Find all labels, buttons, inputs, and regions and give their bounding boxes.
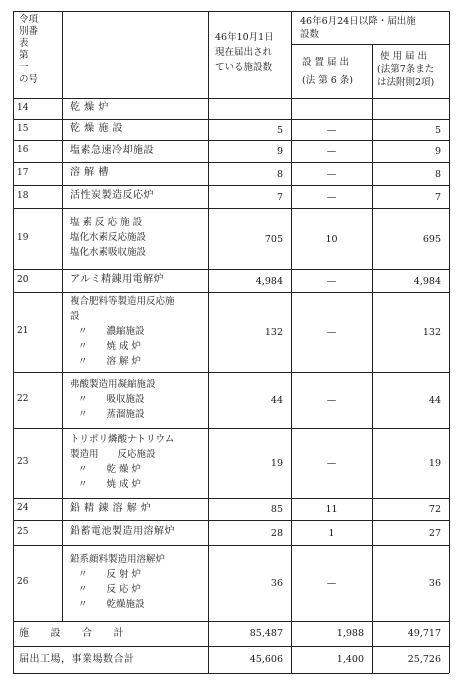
row-item-number: 26 bbox=[17, 577, 29, 587]
row-facility-name: 鉛 精 錬 溶 解 炉 bbox=[70, 502, 152, 514]
row-facility-name: 弗酸製造用凝縮施設 bbox=[70, 378, 156, 390]
row-facility-name: 活性炭製造反応炉 bbox=[70, 190, 154, 201]
row-facility-name: 〃 反 射 炉 bbox=[78, 569, 142, 580]
row-border bbox=[13, 119, 449, 120]
row-facility-name: 〃 蒸溜施設 bbox=[78, 408, 145, 420]
header-col1-line: 令項 bbox=[19, 14, 39, 25]
row-facility-name: 〃 焼 成 炉 bbox=[78, 340, 142, 352]
row-item-number: 19 bbox=[17, 232, 29, 243]
row-setup-value: — bbox=[326, 395, 337, 406]
row-use-value: 695 bbox=[422, 233, 441, 245]
row-item-number: 17 bbox=[17, 167, 29, 178]
row-count-value: 4,984 bbox=[255, 275, 283, 287]
row-border bbox=[13, 498, 449, 499]
row-facility-name: 設 bbox=[70, 310, 80, 322]
header-bottom-border bbox=[13, 98, 449, 99]
row-item-number: 20 bbox=[17, 274, 29, 285]
row-count-value: 705 bbox=[264, 233, 283, 245]
row-facility-name: 〃 吸収施設 bbox=[78, 393, 145, 405]
row-border bbox=[13, 621, 449, 622]
row-use-value: 8 bbox=[434, 168, 441, 180]
row-item-number: 15 bbox=[17, 123, 29, 134]
row-border bbox=[13, 140, 449, 141]
row-setup-value: 11 bbox=[325, 504, 338, 515]
row-count-value: 7 bbox=[276, 191, 283, 203]
row-border bbox=[13, 185, 449, 186]
row-item-number: 21 bbox=[17, 326, 29, 336]
header-col1-line: 一 bbox=[19, 62, 29, 73]
row-border bbox=[13, 428, 449, 429]
row-item-number: 14 bbox=[17, 102, 29, 113]
header-col1-line: 第 bbox=[19, 50, 29, 61]
row-setup-value: — bbox=[326, 275, 337, 287]
row-facility-name: アルミ精錬用電解炉 bbox=[70, 274, 165, 285]
row-border bbox=[13, 372, 449, 373]
row-item-number: 18 bbox=[17, 190, 29, 201]
row-use-value: 27 bbox=[428, 527, 441, 539]
row-facility-name: 塩素急速冷却施設 bbox=[70, 144, 154, 156]
row-setup-value: 1 bbox=[328, 527, 335, 539]
header-count-line1: 46年10月1日 bbox=[215, 32, 274, 43]
row-count-value: 9 bbox=[276, 146, 283, 157]
row-border bbox=[13, 162, 449, 163]
row-facility-name: 塩化水素反応施設 bbox=[70, 232, 147, 243]
row-use-value: 72 bbox=[428, 504, 441, 515]
total-row-border bbox=[13, 673, 449, 674]
col-name-divider bbox=[208, 11, 209, 673]
row-count-value: 44 bbox=[270, 395, 283, 406]
header-count-line3: ている施設数 bbox=[215, 62, 273, 73]
row-count-value: 132 bbox=[264, 327, 283, 338]
table-top-border bbox=[13, 11, 449, 12]
row-facility-name: 〃 溶 解 炉 bbox=[78, 355, 142, 367]
row-border bbox=[13, 208, 449, 209]
row-border bbox=[13, 269, 449, 270]
header-setup-line1: 設 置 届 出 bbox=[302, 57, 350, 68]
row-use-value: 36 bbox=[428, 578, 441, 589]
header-setup-line2: (法 第 6 条) bbox=[302, 75, 354, 86]
row-count-value: 28 bbox=[270, 527, 283, 539]
header-col1-line: の号 bbox=[19, 74, 39, 85]
row-facility-name: 複合肥料等製造用反応施 bbox=[70, 295, 175, 307]
row-count-value: 19 bbox=[270, 458, 283, 469]
row-use-value: 19 bbox=[428, 458, 441, 469]
header-group-line2: 設数 bbox=[300, 29, 320, 40]
row-facility-name: 〃 乾燥施設 bbox=[78, 599, 145, 610]
row-facility-name: 乾 燥 炉 bbox=[70, 102, 109, 113]
row-setup-value: — bbox=[326, 146, 337, 157]
row-facility-name: 〃 焼 成 炉 bbox=[78, 479, 142, 490]
header-count-line2: 現在届出され bbox=[215, 47, 273, 58]
row-setup-value: — bbox=[326, 191, 337, 203]
row-facility-name: 〃 乾 燥 炉 bbox=[78, 464, 142, 475]
row-border bbox=[13, 292, 449, 293]
row-use-value: 132 bbox=[422, 327, 441, 338]
col-no-divider bbox=[62, 11, 63, 621]
header-use-line3: は法附則2項) bbox=[377, 77, 435, 88]
row-facility-name: 鉛系顔料製造用溶解炉 bbox=[70, 554, 166, 565]
total-row-border bbox=[13, 646, 449, 647]
table-right-border bbox=[449, 11, 450, 673]
table-left-border bbox=[13, 11, 14, 673]
row-facility-name: 鉛蓄電池製造用溶解炉 bbox=[70, 526, 175, 537]
row-setup-value: — bbox=[326, 327, 337, 338]
row-setup-value: — bbox=[326, 578, 337, 589]
total-row-label: 施 設 合 計 bbox=[19, 627, 124, 639]
row-setup-value: 10 bbox=[325, 233, 338, 245]
row-use-value: 44 bbox=[428, 395, 441, 406]
row-border bbox=[13, 520, 449, 521]
row-facility-name: トリポリ燐酸ナトリウム bbox=[70, 434, 175, 445]
row-facility-name: 溶 解 槽 bbox=[70, 167, 109, 178]
row-use-value: 5 bbox=[434, 124, 441, 136]
row-use-value: 9 bbox=[434, 146, 441, 157]
row-use-value: 7 bbox=[434, 191, 441, 203]
row-facility-name: 乾 燥 施 設 bbox=[70, 123, 124, 134]
col-count-divider bbox=[291, 11, 292, 673]
row-setup-value: — bbox=[326, 124, 337, 136]
row-item-number: 16 bbox=[17, 145, 29, 155]
row-use-value: 4,984 bbox=[413, 275, 441, 287]
total-use-value: 49,717 bbox=[407, 627, 441, 639]
group-header-divider bbox=[291, 44, 449, 45]
row-facility-name: 製造用 反応施設 bbox=[70, 449, 156, 460]
row-count-value: 8 bbox=[276, 168, 283, 180]
row-item-number: 25 bbox=[17, 526, 29, 537]
row-item-number: 23 bbox=[17, 457, 29, 467]
total-row-label: 届出工場，事業場数合計 bbox=[19, 653, 135, 665]
row-facility-name: 〃 反 応 炉 bbox=[78, 584, 142, 595]
header-use-line2: (法第7条また bbox=[377, 64, 435, 75]
total-setup-value: 1,400 bbox=[336, 653, 364, 665]
total-count-value: 85,487 bbox=[249, 627, 283, 639]
row-item-number: 22 bbox=[17, 394, 29, 404]
total-use-value: 25,726 bbox=[407, 653, 441, 665]
header-use-line1: 使 用 届 出 bbox=[380, 51, 428, 62]
row-border bbox=[13, 545, 449, 546]
row-item-number: 24 bbox=[17, 503, 29, 513]
row-facility-name: 〃 濃縮施設 bbox=[78, 325, 145, 337]
header-col1-line: 別番 bbox=[19, 26, 39, 37]
header-col1-line: 表 bbox=[19, 38, 29, 49]
row-count-value: 85 bbox=[270, 504, 283, 515]
total-count-value: 45,606 bbox=[249, 653, 283, 665]
total-setup-value: 1,988 bbox=[336, 627, 364, 639]
row-setup-value: — bbox=[326, 458, 337, 469]
row-facility-name: 塩化水素吸収施設 bbox=[70, 247, 147, 258]
row-count-value: 36 bbox=[270, 578, 283, 589]
row-count-value: 5 bbox=[276, 124, 283, 136]
row-facility-name: 塩 素 反 応 施 設 bbox=[70, 217, 143, 228]
header-group-line1: 46年6月24日以降・届出施 bbox=[300, 16, 416, 27]
row-setup-value: — bbox=[326, 168, 337, 180]
